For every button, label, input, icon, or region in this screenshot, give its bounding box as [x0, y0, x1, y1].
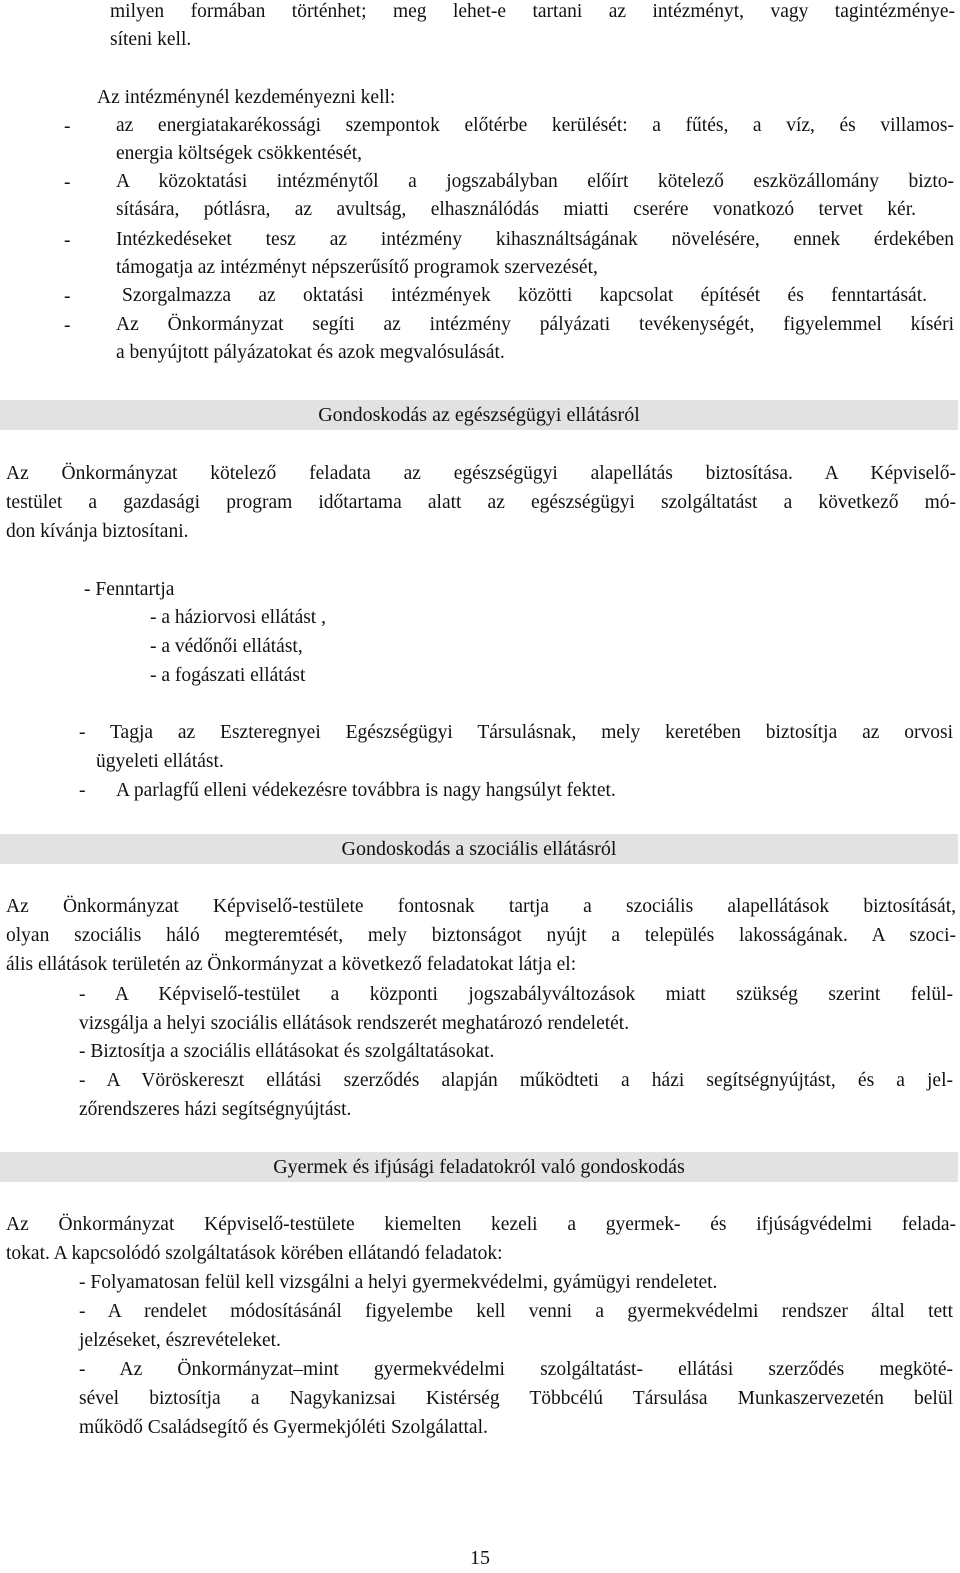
school-item-5-line-2: a benyújtott pályázatokat és azok megvalósulását.	[116, 342, 505, 363]
list-dash: -	[79, 780, 86, 801]
health-para-line-2: testület a gazdasági program időtartama alatt az egészségügyi szolgáltatást a következő mó-	[6, 492, 956, 513]
health-member-line-1: - Tagja az Eszteregnyei Egészségügyi Társulásnak, mely keretében biztosítja az orvosi	[79, 722, 953, 743]
health-sub-item-2: - a védőnői ellátást,	[150, 636, 303, 657]
school-item-2-line-1: A közoktatási intézménytől a jogszabályban előírt kötelező eszközállomány bizto-	[116, 171, 954, 192]
list-dash: -	[64, 116, 71, 137]
health-maintains: - Fenntartja	[84, 579, 175, 600]
youth-item-3-line-2: sével biztosítja a Nagykanizsai Kistérség Többcélú Társulása Munkaszervezetén belül	[79, 1388, 953, 1409]
youth-item-3-line-3: működő Családsegítő és Gyermekjóléti Szolgálattal.	[79, 1417, 488, 1438]
health-sub-item-1: - a háziorvosi ellátást ,	[150, 607, 326, 628]
health-sub-item-3: - a fogászati ellátást	[150, 665, 306, 686]
social-para-line-2: olyan szociális háló megteremtését, mely biztonságot nyújt a település lakosságának. A szoci-	[6, 925, 956, 946]
school-item-3-line-2: támogatja az intézményt népszerűsítő programok szervezését,	[116, 257, 598, 278]
social-item-1-line-1: - A Képviselő-testület a központi jogszabályváltozások miatt szükség szerint felül-	[79, 984, 953, 1005]
youth-para-line-1: Az Önkormányzat Képviselő-testülete kiemelten kezeli a gyermek- és ifjúságvédelmi felada-	[6, 1214, 956, 1235]
youth-item-1-line-1: - Folyamatosan felül kell vizsgálni a helyi gyermekvédelmi, gyámügyi rendeletet.	[79, 1272, 718, 1293]
health-ragweed: A parlagfű elleni védekezésre továbbra is nagy hangsúlyt fektet.	[116, 780, 616, 801]
social-item-3-line-2: zőrendszeres házi segítségnyújtást.	[79, 1099, 352, 1120]
social-item-2-line-1: - Biztosítja a szociális ellátásokat és szolgáltatásokat.	[79, 1041, 495, 1062]
school-item-3-line-1: Intézkedéseket tesz az intézmény kihasználtságának növelésére, ennek érdekében	[116, 229, 954, 250]
youth-item-3-line-1: - Az Önkormányzat–mint gyermekvédelmi szolgáltatást- ellátási szerződés megköté-	[79, 1359, 953, 1380]
school-item-1-line-1: az energiatakarékossági szempontok előtérbe kerülését: a fűtés, a víz, és villamos-	[116, 115, 954, 136]
list-dash: -	[64, 172, 71, 193]
school-item-4-line-1: Szorgalmazza az oktatási intézmények közötti kapcsolat építését és fenntartását.	[122, 285, 927, 306]
social-para-line-1: Az Önkormányzat Képviselő-testülete fontosnak tartja a szociális alapellátások biztosítását,	[6, 896, 956, 917]
health-para-line-3: don kívánja biztosítani.	[6, 521, 189, 542]
health-para-line-1: Az Önkormányzat kötelező feladata az egészségügyi alapellátás biztosítása. A Képviselő-	[6, 463, 956, 484]
section-title-health: Gondoskodás az egészségügyi ellátásról	[0, 400, 958, 430]
school-item-2-line-2: sítására, pótlásra, az avultság, elhasználódás miatti cserére vonatkozó tervet kér.	[116, 199, 916, 220]
page-number: 15	[470, 1547, 490, 1569]
list-dash: -	[64, 230, 71, 251]
school-item-1-line-2: energia költségek csökkentését,	[116, 143, 363, 164]
list-dash: -	[64, 315, 71, 336]
youth-item-2-line-1: - A rendelet módosításánál figyelembe kell venni a gyermekvédelmi rendszer által tett	[79, 1301, 953, 1322]
social-item-3-line-1: - A Vöröskereszt ellátási szerződés alapján működteti a házi segítségnyújtást, és a jel-	[79, 1070, 953, 1091]
social-para-line-3: ális ellátások területén az Önkormányzat a következő feladatokat látja el:	[6, 954, 577, 975]
youth-item-2-line-2: jelzéseket, észrevételeket.	[79, 1330, 281, 1351]
social-item-1-line-2: vizsgálja a helyi szociális ellátások rendszerét meghatározó rendeletét.	[79, 1013, 630, 1034]
list-dash: -	[64, 286, 71, 307]
school-heading: Az intézménynél kezdeményezni kell:	[97, 87, 396, 108]
section-title-social: Gondoskodás a szociális ellátásról	[0, 834, 958, 864]
intro-line-1: milyen formában történhet; meg lehet-e tartani az intézményt, vagy tagintézménye-	[110, 1, 955, 22]
school-item-5-line-1: Az Önkormányzat segíti az intézmény pályázati tevékenységét, figyelemmel kíséri	[116, 314, 954, 335]
intro-line-2: síteni kell.	[110, 29, 192, 50]
section-title-youth: Gyermek és ifjúsági feladatokról való gondoskodás	[0, 1152, 958, 1182]
health-member-line-2: ügyeleti ellátást.	[96, 751, 224, 772]
youth-para-line-2: tokat. A kapcsolódó szolgáltatások körében ellátandó feladatok:	[6, 1243, 503, 1264]
